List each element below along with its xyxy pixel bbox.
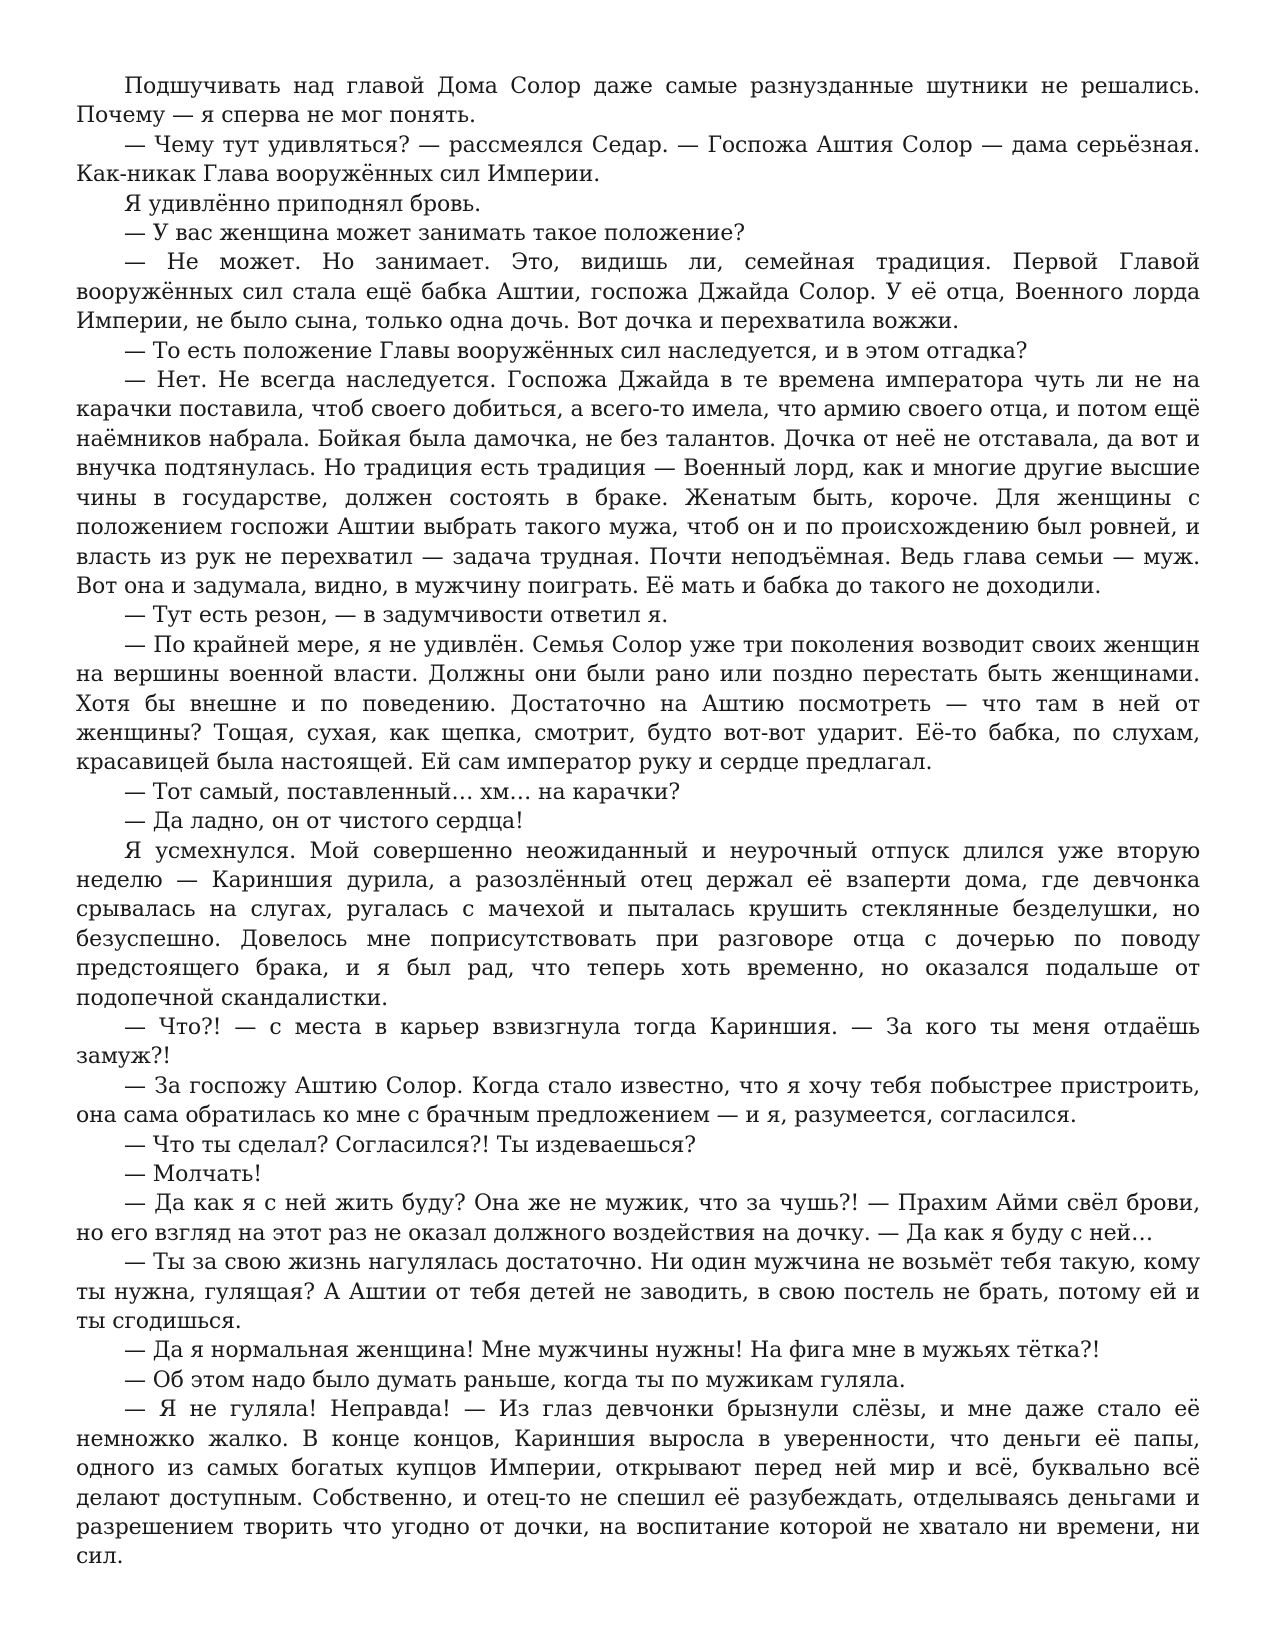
paragraph: — Молчать!	[124, 1162, 262, 1188]
paragraph: Подшучивать над главой Дома Солор даже самые разнузданные шутники не решались. Почему — я сперва не мог понять.	[76, 74, 1200, 129]
paragraph: Я усмехнулся. Мой совершенно неожиданный и неурочный отпуск длился уже вторую неделю — Кариншия дурила, а разозлённый отец держал её взаперти дома, где девчонка срывалась на слугах, ругалась с мачехой и пыталась крушить стеклянные безделушки, но безуспешно. Довелось мне поприсутствовать при разговоре отца с дочерью по поводу предстоящего брака, и я был рад, что теперь хоть временно, но оказался подальше от подопечной скандалистки.	[76, 838, 1200, 1011]
paragraph: — Что ты сделал? Согласился?! Ты издеваешься?	[124, 1132, 696, 1158]
paragraph: — Чему тут удивляться? — рассмеялся Седар. — Госпожа Аштия Солор — дама серьёзная. Как-никак Глава вооружённых сил Империи.	[76, 132, 1200, 188]
paragraph: — Что?! — с места в карьер взвизгнула тогда Кариншия. — За кого ты меня отдаёшь замуж?!	[76, 1015, 1200, 1070]
paragraph: — Нет. Не всегда наследуется. Госпожа Джайда в те времена императора чуть ли не на карачки поставила, чтоб своего добиться, а всего-то имела, что армию своего отца, и потом ещё наёмников набрала. Бойкая была дамочка, не без талантов. Дочка от неё не отставала, да вот и внучка подтянулась. Но традиция есть традиция — Военный лорд, как и многие другие высшие чины в государстве, должен состоять в браке. Женатым быть, короче. Для женщины с положением госпожи Аштии выбрать такого мужа, чтоб он и по происхождению был ровней, и власть из рук не перехватил — задача трудная. Почти неподъёмная. Ведь глава семьи — муж. Вот она и задумала, видно, в мужчину поиграть. Её мать и бабка до такого не доходили.	[76, 368, 1200, 599]
paragraph: — Да как я с ней жить буду? Она же не мужик, что за чушь?! — Прахим Айми свёл брови, но его взгляд на этот раз не оказал должного воздействия на дочку. — Да как я буду с ней…	[76, 1191, 1200, 1246]
paragraph: — Ты за свою жизнь нагулялась достаточно. Ни один мужчина не возьмёт тебя такую, кому ты нужна, гулящая? А Аштии от тебя детей не заводить, в свою постель не брать, потому ей и ты сгодишься.	[76, 1250, 1200, 1335]
paragraph: — У вас женщина может занимать такое положение?	[124, 221, 745, 247]
paragraph: — Тот самый, поставленный… хм… на карачки?	[124, 779, 680, 805]
document-body	[76, 72, 1200, 1572]
paragraph: — Не может. Но занимает. Это, видишь ли, семейная традиция. Первой Главой вооружённых сил стала ещё бабка Аштии, госпожа Джайда Солор. У её отца, Военного лорда Империи, не было сына, только одна дочь. Вот дочка и перехватила вожжи.	[76, 250, 1200, 335]
paragraph: — Я не гуляла! Неправда! — Из глаз девчонки брызнули слёзы, и мне даже стало её немножко жалко. В конце концов, Кариншия выросла в уверенности, что деньги её папы, одного из самых богатых купцов Империи, открывают перед ней мир и всё, буквально всё делают доступным. Собственно, и отец-то не спешил её разубеждать, отделываясь деньгами и разрешением творить что угодно от дочки, на воспитание которой не хватало ни времени, ни сил.	[76, 1397, 1200, 1570]
paragraph: — За госпожу Аштию Солор. Когда стало известно, что я хочу тебя побыстрее пристроить, она сама обратилась ко мне с брачным предложением — и я, разумеется, согласился.	[76, 1073, 1200, 1129]
paragraph: — То есть положение Главы вооружённых сил наследуется, и в этом отгадка?	[124, 338, 1028, 364]
paragraph: — Тут есть резон, — в задумчивости ответил я.	[124, 603, 669, 629]
paragraph: — Да я нормальная женщина! Мне мужчины нужны! На фига мне в мужьях тётка?!	[124, 1338, 1101, 1364]
paragraph: — Да ладно, он от чистого сердца!	[124, 809, 524, 835]
paragraph: — Об этом надо было думать раньше, когда ты по мужикам гуляла.	[124, 1367, 906, 1393]
paragraph: — По крайней мере, я не удивлён. Семья Солор уже три поколения возводит своих женщин на вершины военной власти. Должны они были рано или поздно перестать быть женщинами. Хотя бы внешне и по поведению. Достаточно на Аштию посмотреть — что там в ней от женщины? Тощая, сухая, как щепка, смотрит, будто вот-вот ударит. Её-то бабка, по слухам, красавицей была настоящей. Ей сам император руку и сердце предлагал.	[76, 632, 1200, 776]
paragraph: Я удивлённо приподнял бровь.	[124, 191, 481, 217]
